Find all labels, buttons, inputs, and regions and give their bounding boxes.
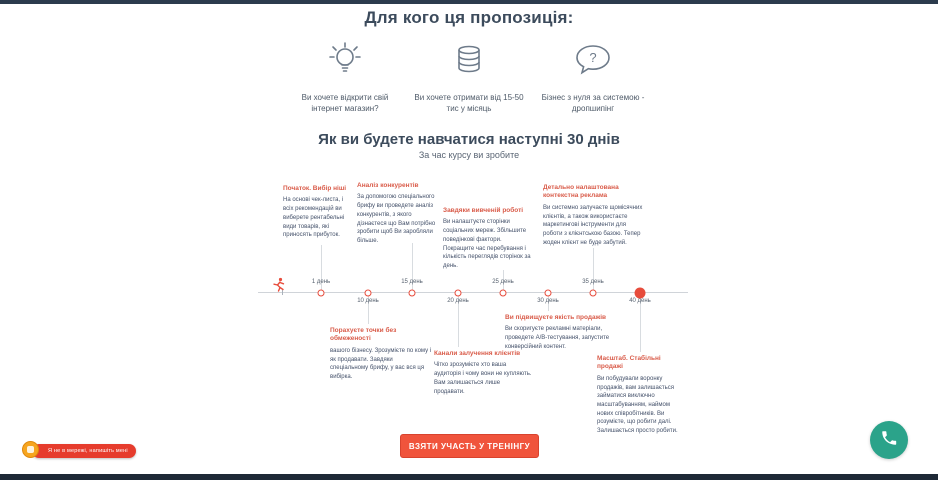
svg-text:?: ? [589, 50, 597, 65]
timeline-day-label: 20 день [447, 298, 469, 304]
timeline-connector [640, 296, 641, 352]
timeline-block [283, 185, 355, 240]
timeline-day-label: 10 день [357, 298, 379, 304]
course-section-title: Як ви будете навчатися наступні 30 днів [318, 131, 620, 148]
timeline-dot-day-10[interactable] [365, 290, 372, 297]
timeline-block-body: Ви скоригуєте рекламні матеріали, проведете A/B-тестування, запустите конверсійний контент. [505, 326, 610, 350]
timeline-day-label: 40 день [629, 298, 651, 304]
timeline-block-body: Ви побудували воронку продажів, вам залишається займатися виключно масштабуванням, наймом нових співробітників. Ви розумієте, що робити далі. Залишається просто робити. [597, 375, 678, 434]
timeline-block-title: Масштаб. Стабільні продажі [597, 355, 661, 371]
timeline-block [543, 184, 647, 247]
timeline-block [357, 182, 441, 246]
timeline-block [443, 207, 533, 271]
timeline-dot-day-30[interactable] [545, 290, 552, 297]
cta-button[interactable]: ВЗЯТИ УЧАСТЬ У ТРЕНІНГУ [400, 434, 539, 458]
chat-widget-pill [32, 444, 136, 458]
timeline-dot-day-1[interactable] [318, 290, 325, 297]
timeline-block-body: Ви системно залучаєте щомісячних клієнтів, а також використаєте маркетингові інструменти для роботи з клієнтською базою. Тепер жоден клієнт не буде забутий. [543, 204, 643, 246]
timeline-block-body: вашого бізнесу. Зрозумієте по кому і як продавати. Завдяки спеціальному брифу, у вас вся ця вибірка. [330, 347, 432, 380]
timeline-block-body: Чітко зрозумієте хто ваша аудиторія і чому вони не купляють. Вам залишається лише продавати. [434, 362, 532, 395]
timeline-dot-day-40[interactable] [635, 288, 646, 299]
audience-section-title: Для кого ця пропозиція: [364, 8, 574, 27]
chat-widget-icon [22, 441, 39, 458]
timeline-block-title: Завдяки вивченій роботі [443, 207, 524, 214]
timeline-dot-day-35[interactable] [590, 290, 597, 297]
runner-icon [271, 277, 286, 297]
timeline-block-body: Ви налаштуєте сторінки соціальних мереж. Збільшите поведінкові фактори. Покращите час перебування і кількість переглядів сторінок за день. [443, 219, 531, 269]
timeline-day-label: 35 день [582, 279, 604, 285]
audience-caption: Бізнес з нуля за системою - дропшипінг [541, 93, 645, 114]
timeline-dot-day-15[interactable] [409, 290, 416, 297]
timeline-dot-day-20[interactable] [455, 290, 462, 297]
timeline-day-label: 15 день [401, 279, 423, 285]
phone-call-button[interactable] [870, 421, 908, 459]
timeline-dot-day-25[interactable] [500, 290, 507, 297]
timeline-day-label: 30 день [537, 298, 559, 304]
audience-caption: Ви хочете відкрити свій інтернет магазин? [301, 93, 389, 114]
timeline-block [597, 355, 683, 436]
timeline-block-title: Ви підвищуєте якість продажів [505, 314, 607, 321]
timeline-block [505, 314, 611, 352]
timeline-block [434, 350, 532, 396]
course-section-subtitle: За час курсу ви зробите [418, 150, 520, 160]
timeline-block-title: Детально налаштована контекстна реклама [543, 184, 619, 200]
phone-icon [880, 429, 898, 452]
timeline-block-title: Порахуєте точки без обмеженості [330, 327, 397, 343]
bottom-bar [0, 474, 938, 480]
timeline-block-title: Аналіз конкурентів [357, 182, 419, 189]
timeline-block-title: Канали залучення клієнтів [434, 350, 521, 357]
timeline-block-title: Початок. Вибір ніші [283, 185, 347, 192]
timeline-block-body: За допомогою спеціального брифу ви проведете аналіз конкурентів, з якого дізнаєтеся що Вам потрібно зробити щоб Ви заробляли більше. [357, 194, 436, 244]
timeline-day-label: 25 день [492, 279, 514, 285]
timeline-block-body: На основі чек-листа, і всіх рекомендацій ви виберете рентабельні види товарів, які приносять прибуток. [283, 197, 345, 239]
timeline-block [330, 327, 432, 382]
timeline-day-label: 1 день [311, 279, 331, 285]
audience-caption: Ви хочете отримати від 15-50 тис у місяць [414, 93, 524, 114]
chat-widget-label: Я не в мережі, напишіть мені [48, 448, 128, 454]
